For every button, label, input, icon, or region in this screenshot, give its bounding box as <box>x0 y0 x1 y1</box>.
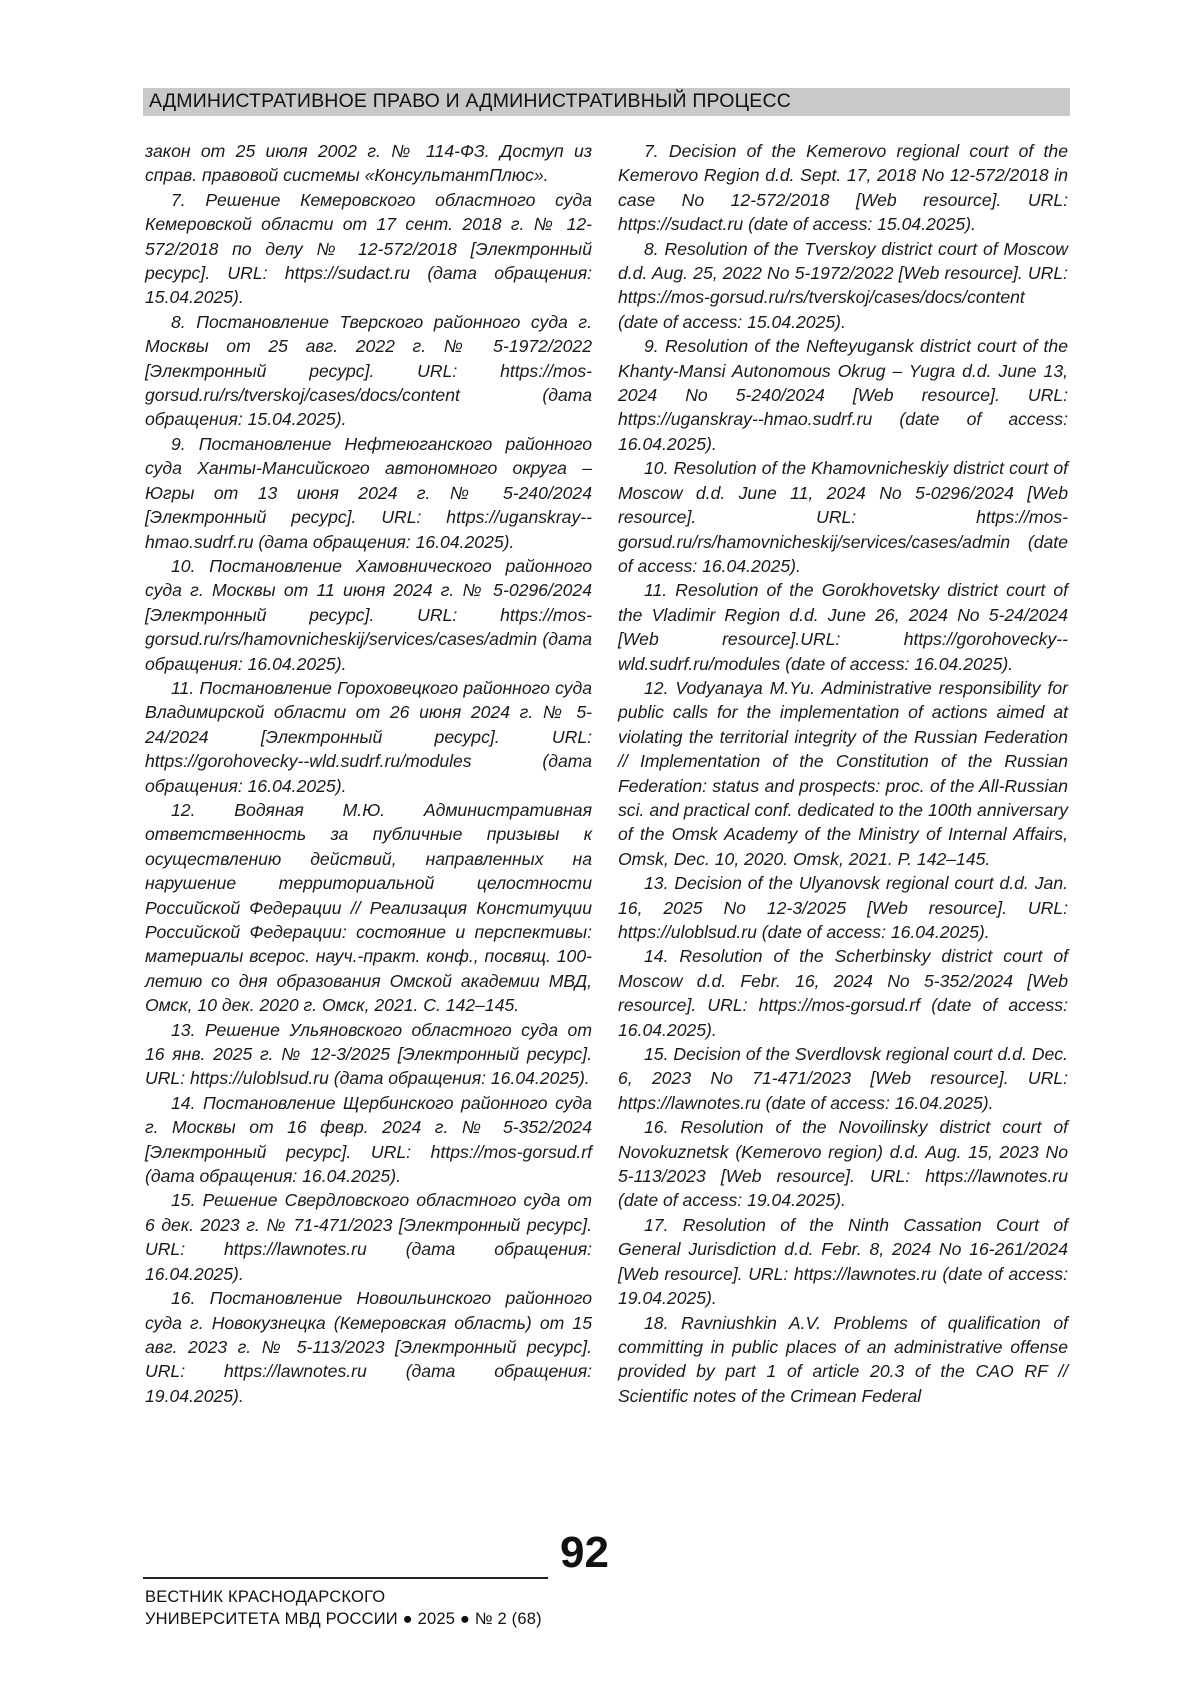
reference-entry: 13. Решение Ульяновского областного суда от 16 янв. 2025 г. № 12-3/2025 [Электронный ресурс]. URL: https://uloblsud.ru (дата обращения: 16.04.2025). <box>145 1019 592 1089</box>
reference-entry: 12. Vodyanaya M.Yu. Administrative responsibility for public calls for the implementation of actions aimed at violating the territorial integrity of the Russian Federation // Implementation of the Constitution of the Russian Federation: status and prospects: proc. of the All-Russian sci. and practical conf. dedicated to the 100th anniversary of the Omsk Academy of the Ministry of Internal Affairs, Omsk, Dec. 10, 2020. Omsk, 2021. P. 142–145. <box>618 677 1068 869</box>
reference-entry: 14. Resolution of the Scherbinsky district court of Moscow d.d. Febr. 16, 2024 No 5-352/2024 [Web resource]. URL: https://mos-gorsud.rf (date of access: 16.04.2025). <box>618 946 1068 1040</box>
reference-entry: 14. Постановление Щербинского районного суда г. Москвы от 16 февр. 2024 г. № 5-352/2024 [Электронный ресурс]. URL: https://mos-gorsud.rf (дата обращения: 16.04.2025). <box>145 1092 592 1187</box>
reference-entry: 17. Resolution of the Ninth Cassation Court of General Jurisdiction d.d. Febr. 8, 2024 No 16-261/2024 [Web resource]. URL: https://lawnotes.ru (date of access: 19.04.2025). <box>618 1214 1068 1309</box>
reference-entry: 10. Resolution of the Khamovnicheskiy district court of Moscow d.d. June 11, 2024 No 5-0296/2024 [Web resource]. URL: https://mos-gorsud.ru/rs/hamovnicheskij/services/cases/admin (date of access: 16.04.2025). <box>618 458 1068 576</box>
page-number: 92 <box>560 1528 609 1577</box>
reference-entry: 13. Decision of the Ulyanovsk regional court d.d. Jan. 16, 2025 No 12-3/2025 [Web resource]. URL: https://uloblsud.ru (date of access: 16.04.2025). <box>618 873 1068 942</box>
journal-title-line-1: ВЕСТНИК КРАСНОДАРСКОГО <box>145 1588 386 1606</box>
reference-entry: 18. Ravniushkin A.V. Problems of qualification of committing in public places of an administrative offense provided by part 1 of article 20.3 of the CAO RF // Scientific notes of the Crimean Federal <box>618 1312 1068 1406</box>
reference-entry: закон от 25 июля 2002 г. № 114-ФЗ. Доступ из справ. правовой системы «КонсультантПлюс». <box>145 141 592 186</box>
reference-entry: 7. Decision of the Kemerovo regional court of the Kemerovo Region d.d. Sept. 17, 2018 No 12-572/2018 in case No 12-572/2018 [Web resource]. URL: https://sudact.ru (date of access: 15.04.2025). <box>618 141 1068 235</box>
reference-entry: 16. Постановление Новоильинского районного суда г. Новокузнецка (Кемеровская область) от 15 авг. 2023 г. № 5-113/2023 [Электронный ресурс]. URL: https://lawnotes.ru (дата обращения: 19.04.2025). <box>145 1288 592 1406</box>
section-title: АДМИНИСТРАТИВНОЕ ПРАВО И АДМИНИСТРАТИВНЫЙ ПРОЦЕСС <box>149 90 792 112</box>
references-english-column <box>618 139 1068 1408</box>
journal-title-line-2: УНИВЕРСИТЕТА МВД РОССИИ ● 2025 ● № 2 (68) <box>145 1610 542 1628</box>
reference-entry: 9. Resolution of the Nefteyugansk district court of the Khanty-Mansi Autonomous Okrug – Yugra d.d. June 13, 2024 No 5-240/2024 [Web resource]. URL: https://uganskray--hmao.sudrf.ru (date of access: 16.04.2025). <box>618 336 1068 454</box>
reference-entry: 10. Постановление Хамовнического районного суда г. Москвы от 11 июня 2024 г. № 5-0296/2024 [Электронный ресурс]. URL: https://mos-gorsud.ru/rs/hamovnicheskij/services/cases/admin (дата обращения: 16.04.2025). <box>145 555 592 674</box>
reference-entry: 15. Decision of the Sverdlovsk regional court d.d. Dec. 6, 2023 No 71-471/2023 [Web resource]. URL: https://lawnotes.ru (date of access: 16.04.2025). <box>618 1044 1068 1113</box>
reference-entry: 9. Постановление Нефтеюганского районного суда Ханты-Мансийского автономного округа – Югры от 13 июня 2024 г. № 5-240/2024 [Электронный ресурс]. URL: https://uganskray--hmao.sudrf.ru (дата обращения: 16.04.2025). <box>145 433 592 552</box>
reference-entry: 12. Водяная М.Ю. Административная ответственность за публичные призывы к осуществлению действий, направленных на нарушение территориальной целостности Российской Федерации // Реализация Конституции Российской Федерации: состояние и перспективы: материалы всерос. науч.-практ. конф., посвящ. 100-летию со дня образования Омской академии МВД, Омск, 10 дек. 2020 г. Омск, 2021. С. 142–145. <box>145 799 592 1016</box>
references-russian-column <box>145 139 592 1408</box>
reference-entry: 7. Решение Кемеровского областного суда Кемеровской области от 17 сент. 2018 г. № 12-572/2018 по делу № 12-572/2018 [Электронный ресурс]. URL: https://sudact.ru (дата обращения: 15.04.2025). <box>145 189 592 308</box>
reference-entry: 8. Resolution of the Tverskoy district court of Moscow d.d. Aug. 25, 2022 No 5-1972/2022 [Web resource]. URL: https://mos-gorsud.ru/rs/tverskoj/cases/docs/content (date of access: 15.04.2025). <box>618 238 1068 332</box>
reference-entry: 15. Решение Свердловского областного суда от 6 дек. 2023 г. № 71-471/2023 [Электронный ресурс]. URL: https://lawnotes.ru (дата обращения: 16.04.2025). <box>145 1190 592 1284</box>
footer-divider <box>143 1577 548 1579</box>
reference-entry: 11. Постановление Гороховецкого районного суда Владимирской области от 26 июня 2024 г. № 5-24/2024 [Электронный ресурс]. URL: https://gorohovecky--wld.sudrf.ru/modules (дата обращения: 16.04.2025). <box>145 677 592 796</box>
reference-entry: 16. Resolution of the Novoilinsky district court of Novokuznetsk (Kemerovo region) d.d. Aug. 15, 2023 No 5-113/2023 [Web resource]. URL: https://lawnotes.ru (date of access: 19.04.2025). <box>618 1117 1068 1211</box>
reference-entry: 11. Resolution of the Gorokhovetsky district court of the Vladimir Region d.d. June 26, 2024 No 5-24/2024 [Web resource].URL: https://gorohovecky--wld.sudrf.ru/modules (date of access: 16.04.2025). <box>618 580 1068 674</box>
reference-entry: 8. Постановление Тверского районного суда г. Москвы от 25 авг. 2022 г. № 5-1972/2022 [Электронный ресурс]. URL: https://mos-gorsud.ru/rs/tverskoj/cases/docs/content (дата обращения: 15.04.2025). <box>145 311 592 430</box>
